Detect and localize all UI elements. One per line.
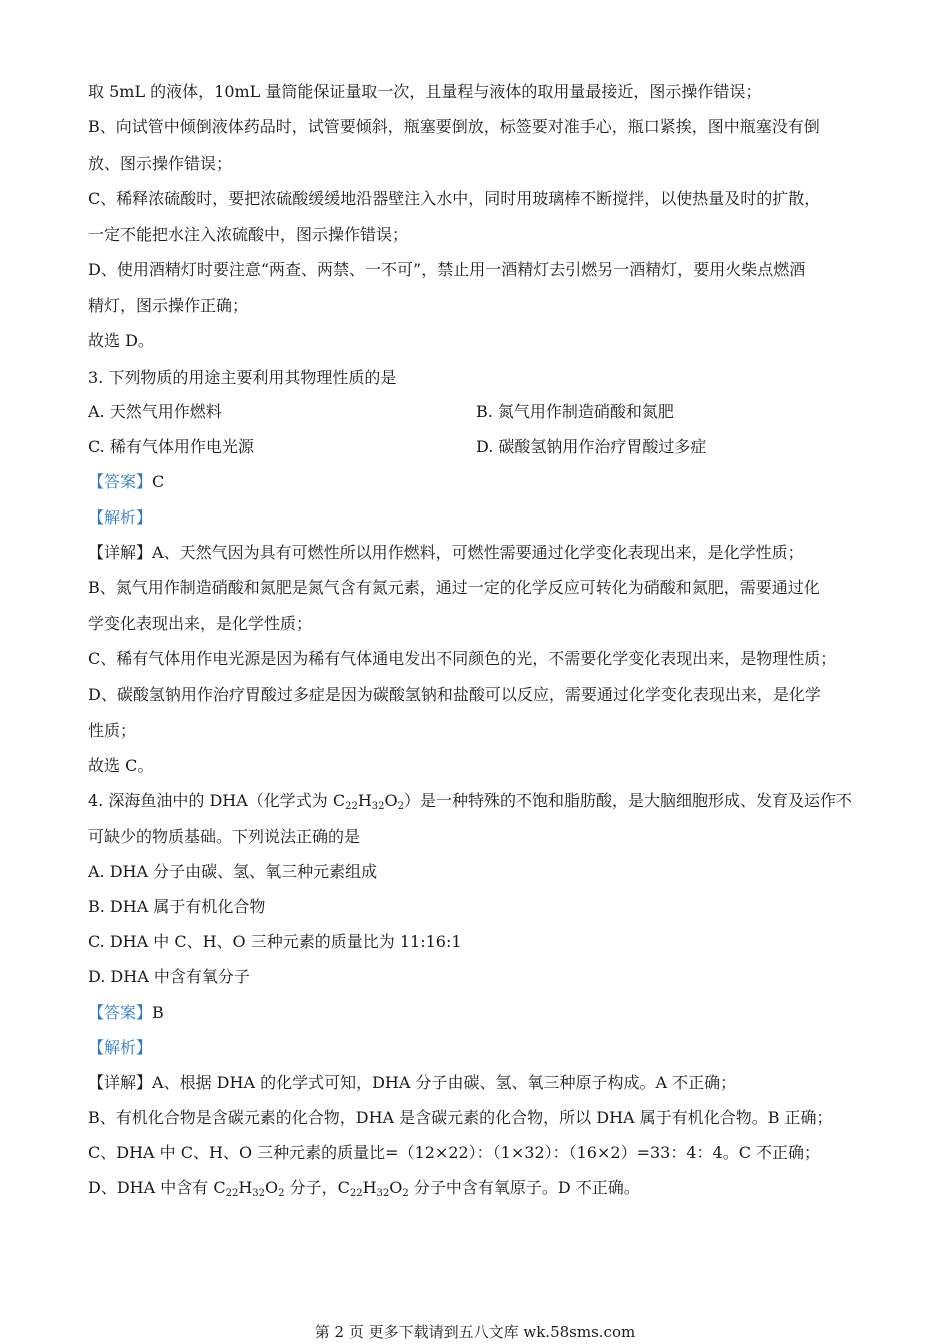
detail-text: 分子中含有氧原子。D 不正确。 [408, 1178, 640, 1197]
stem-text: H [357, 791, 372, 810]
stem-text: O [384, 791, 398, 810]
question-stem [88, 790, 852, 812]
text-line: B、有机化合物是含碳元素的化合物，DHA 是含碳元素的化合物，所以 DHA 属于有机化合物。B 正确； [88, 1108, 833, 1127]
text-line: 一定不能把水注入浓硫酸中，图示操作错误； [88, 225, 409, 244]
detail-text: D、DHA 中含有 C [88, 1178, 226, 1197]
conclusion: 故选 C。 [88, 756, 154, 775]
detail-text: 分子，C [284, 1178, 350, 1197]
subscript: 2 [397, 801, 405, 812]
detail-tag: 【详解】 [88, 1073, 153, 1092]
analysis-tag: 【解析】 [88, 1038, 153, 1057]
option-c: C. DHA 中 C、H、O 三种元素的质量比为 11:16:1 [88, 932, 462, 951]
stem-text: ）是一种特殊的不饱和脂肪酸，是大脑细胞形成、发育及运作不 [404, 791, 853, 810]
subscript: 22 [349, 1188, 363, 1199]
text-line: D、使用酒精灯时要注意“两查、两禁、一不可”，禁止用一酒精灯去引燃另一酒精灯，要用火柴点燃酒 [88, 260, 806, 279]
option-b: B. DHA 属于有机化合物 [88, 897, 266, 916]
text-line: 取 5mL 的液体，10mL 量筒能保证量取一次，且量程与液体的取用量最接近，图示操作错误； [88, 82, 762, 101]
analysis-tag: 【解析】 [88, 508, 153, 527]
answer-value: C [152, 472, 165, 491]
detail-text: O [265, 1178, 279, 1197]
option-c: C. 稀有气体用作电光源 [88, 437, 254, 456]
text-line: D、碳酸氢钠用作治疗胃酸过多症是因为碳酸氢钠和盐酸可以反应，需要通过化学变化表现出来，是化学 [88, 685, 821, 704]
detail-text: H [362, 1178, 377, 1197]
text-line: B、氮气用作制造硝酸和氮肥是氮气含有氮元素，通过一定的化学反应可转化为硝酸和氮肥，需要通过化 [88, 578, 820, 597]
detail-tag: 【详解】 [88, 543, 153, 562]
option-d: D. DHA 中含有氧分子 [88, 967, 250, 986]
detail-text: O [389, 1178, 403, 1197]
text-line: B、向试管中倾倒液体药品时，试管要倾斜，瓶塞要倒放，标签要对准手心，瓶口紧挨，图中瓶塞没有倒 [88, 117, 820, 136]
text-line: 性质； [88, 721, 137, 740]
question-stem: 可缺少的物质基础。下列说法正确的是 [88, 827, 361, 846]
answer-line [88, 1002, 164, 1024]
detail-line [88, 1072, 736, 1094]
subscript: 2 [402, 1188, 409, 1199]
text-line [88, 1177, 640, 1199]
subscript: 22 [345, 801, 358, 812]
text-line: 学变化表现出来，是化学性质； [88, 614, 313, 633]
detail-text: A、根据 DHA 的化学式可知，DHA 分子由碳、氢、氧三种原子构成。A 不正确； [152, 1073, 737, 1092]
text-line: C、稀有气体用作电光源是因为稀有气体通电发出不同颜色的光，不需要化学变化表现出来，是物理性质； [88, 649, 837, 668]
answer-line [88, 471, 164, 493]
option-a: A. 天然气用作燃料 [88, 402, 222, 421]
text-line: C、稀释浓硫酸时，要把浓硫酸缓缓地沿器壁注入水中，同时用玻璃棒不断搅拌，以使热量及时的扩散， [88, 189, 821, 208]
option-a: A. DHA 分子由碳、氢、氧三种元素组成 [88, 862, 378, 881]
subscript: 22 [225, 1188, 239, 1199]
question-stem: 3. 下列物质的用途主要利用其物理性质的是 [88, 368, 397, 387]
stem-text: 4. 深海鱼油中的 DHA（化学式为 C [88, 791, 346, 810]
text-line: C、DHA 中 C、H、O 三种元素的质量比=（12×22）：（1×32）：（16×2）=33：4：4。C 不正确； [88, 1143, 821, 1162]
subscript: 32 [252, 1188, 266, 1199]
answer-value: B [152, 1003, 164, 1022]
detail-text: H [238, 1178, 253, 1197]
subscript: 32 [371, 801, 385, 812]
subscript: 2 [278, 1188, 285, 1199]
detail-line [88, 542, 804, 564]
detail-text: A、天然气因为具有可燃性所以用作燃料，可燃性需要通过化学变化表现出来，是化学性质； [152, 543, 804, 562]
answer-tag: 【答案】 [88, 472, 153, 491]
text-line: 故选 D。 [88, 331, 154, 350]
option-b: B. 氮气用作制造硝酸和氮肥 [476, 402, 674, 421]
text-line: 放、图示操作错误； [88, 154, 233, 173]
subscript: 32 [376, 1188, 390, 1199]
text-line: 精灯，图示操作正确； [88, 296, 249, 315]
page-footer: 第 2 页 更多下载请到五八文库 wk.58sms.com [314, 1323, 636, 1341]
option-d: D. 碳酸氢钠用作治疗胃酸过多症 [476, 437, 707, 456]
answer-tag: 【答案】 [88, 1003, 153, 1022]
